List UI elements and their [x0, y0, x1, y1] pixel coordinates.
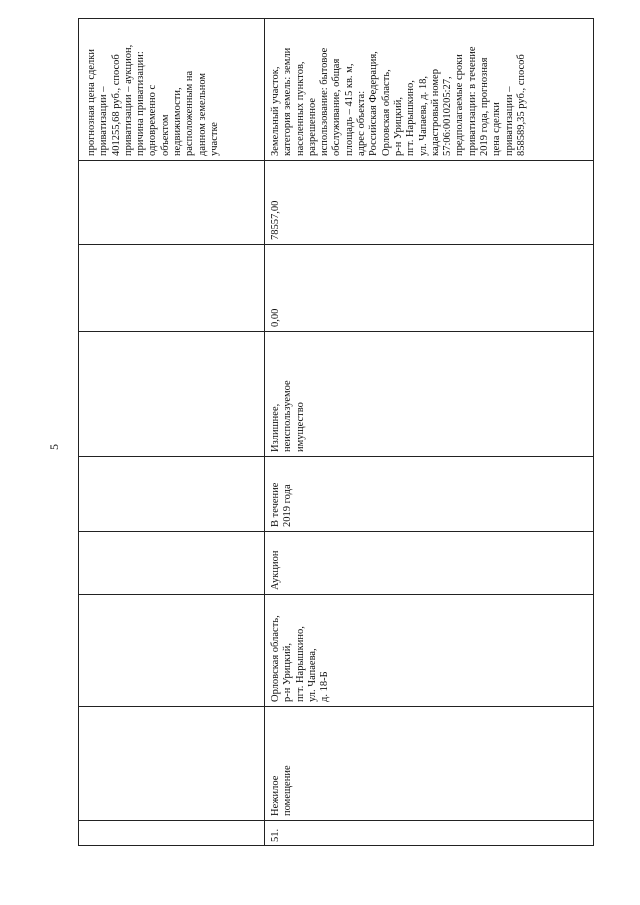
column-divider	[78, 531, 594, 532]
row-51-value1-cell	[268, 246, 328, 329]
column-divider	[78, 820, 594, 821]
row-51-method: Аукцион	[270, 550, 281, 590]
column-divider	[78, 456, 594, 457]
row-51-term: В течение 2019 года	[270, 482, 294, 527]
column-divider	[78, 331, 594, 332]
row-51-number-cell	[268, 822, 308, 844]
top-row-land-text: прогнозная цена сделки приватизации – 401255,68 руб., способ приватизации – аукцион, причина приватизации: одновременно с объектом недвижимости, расположенным на данном земельном участке	[86, 44, 220, 156]
row-51-term-cell	[268, 458, 328, 529]
row-51-number: 51.	[270, 828, 281, 842]
row-51-address-cell	[268, 596, 358, 704]
row-51-address: Орловская область, р-н Урицкий, пгт. Нарышкино, ул. Чапаева, д. 18-Б	[270, 615, 331, 702]
column-divider	[78, 160, 594, 161]
row-51-value2-cell	[268, 162, 328, 242]
row-51-land-text: Земельный участок, категория земель: земли населенных пунктов, разрешенное использование: бытовое обслуживание, общая площадь – 415 кв. м, адрес объекта: Российская Федерация, Орловская область, р-н Урицкий, пгт. Нарышкино, ул. Чапаева, д. 18, кадастровый номер 57:06:0010205:27, предполагаемые сроки приватизации: в течение 2019 года, прогнозная цена сделки приватизации – 858589,35 руб., способ	[270, 46, 527, 156]
column-divider	[78, 244, 594, 245]
row-divider	[264, 18, 265, 846]
row-51-reason-cell	[268, 333, 328, 454]
row-51-reason: Излишнее, неиспользуемое имущество	[270, 380, 306, 452]
row-51-value1: 0,00	[270, 308, 281, 327]
column-divider	[78, 594, 594, 595]
row-51-name: Нежилое помещение	[270, 765, 294, 816]
page-number: 5	[47, 444, 61, 450]
row-51-land-cell	[268, 20, 590, 158]
row-51-name-cell	[268, 708, 328, 818]
row-51-value2: 78557,00	[270, 200, 281, 240]
row-51-method-cell	[268, 533, 328, 592]
top-row-land-cell	[84, 20, 260, 158]
column-divider	[78, 706, 594, 707]
